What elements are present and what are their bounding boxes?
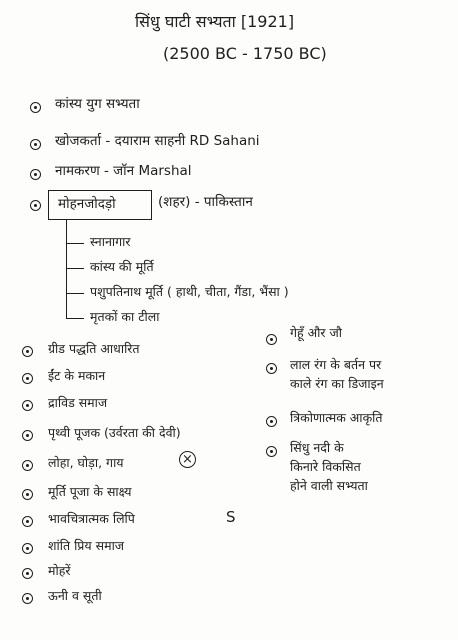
bullet-icon [266, 446, 277, 457]
left-point: पृथ्वी पूजक (उर्वरता की देवी) [48, 425, 181, 440]
tree-branch [66, 293, 84, 294]
page-title: सिंधु घाटी सभ्यता [1921] [135, 12, 295, 31]
point-bronze-age: कांस्य युग सभ्यता [55, 96, 140, 112]
right-point: त्रिकोणात्मक आकृति [290, 410, 383, 425]
bullet-icon [30, 200, 41, 211]
left-point: द्राविड समाज [48, 395, 108, 410]
left-point: ईंट के मकान [48, 368, 106, 383]
bullet-icon [266, 334, 277, 345]
mohenjodaro-box [48, 190, 152, 220]
right-point: सिंधु नदी के [290, 440, 344, 455]
right-point: काले रंग का डिजाइन [290, 376, 384, 391]
mohenjodaro-item: पशुपतिनाथ मूर्ति ( हाथी, चीता, गैंडा, भैंसा ) [90, 284, 289, 299]
mohenjodaro-suffix: (शहर) - पाकिस्तान [158, 194, 253, 210]
left-point: ऊनी व सूती [48, 588, 102, 603]
tree-branch [66, 268, 84, 269]
bullet-icon [22, 568, 33, 579]
right-point: लाल रंग के बर्तन पर [290, 357, 382, 372]
right-point: होने वाली सभ्यता [290, 478, 368, 493]
mohenjodaro-item: स्नानागार [90, 234, 131, 249]
left-point: ग्रीड पद्धति आधारित [48, 341, 140, 356]
mohenjodaro-item: मृतकों का टीला [90, 309, 160, 324]
left-point: शांति प्रिय समाज [48, 538, 125, 553]
bullet-icon [30, 102, 41, 113]
left-point: लोहा, घोड़ा, गाय [48, 455, 124, 470]
bullet-icon [22, 373, 33, 384]
left-point: मूर्ति पूजा के साक्ष्य [48, 484, 132, 499]
bullet-icon [266, 416, 277, 427]
right-point: किनारे विकसित [290, 459, 361, 474]
bullet-icon [30, 139, 41, 150]
bullet-icon [22, 543, 33, 554]
mohenjodaro-item: कांस्य की मूर्ति [90, 259, 154, 274]
cross-icon: × [179, 451, 196, 468]
date-range: (2500 BC - 1750 BC) [163, 44, 327, 63]
bullet-icon [30, 169, 41, 180]
point-discoverer: खोजकर्ता - दयाराम साहनी RD Sahani [55, 133, 260, 149]
tree-branch [66, 243, 84, 244]
point-naming: नामकरण - जॉन Marshal [55, 163, 192, 179]
bullet-icon [22, 346, 33, 357]
right-point: गेहूँ और जौ [290, 325, 343, 340]
left-point: भावचित्रात्मक लिपि [48, 511, 135, 526]
bullet-icon [266, 363, 277, 374]
tree-branch [66, 318, 84, 319]
bullet-icon [22, 516, 33, 527]
bullet-icon [22, 400, 33, 411]
mohenjodaro-label: मोहनजोदड़ो [58, 196, 116, 212]
bullet-icon [22, 489, 33, 500]
script-direction-mark: S [226, 508, 236, 526]
bullet-icon [22, 593, 33, 604]
left-point: मोहरें [48, 563, 71, 578]
bullet-icon [22, 430, 33, 441]
bullet-icon [22, 460, 33, 471]
